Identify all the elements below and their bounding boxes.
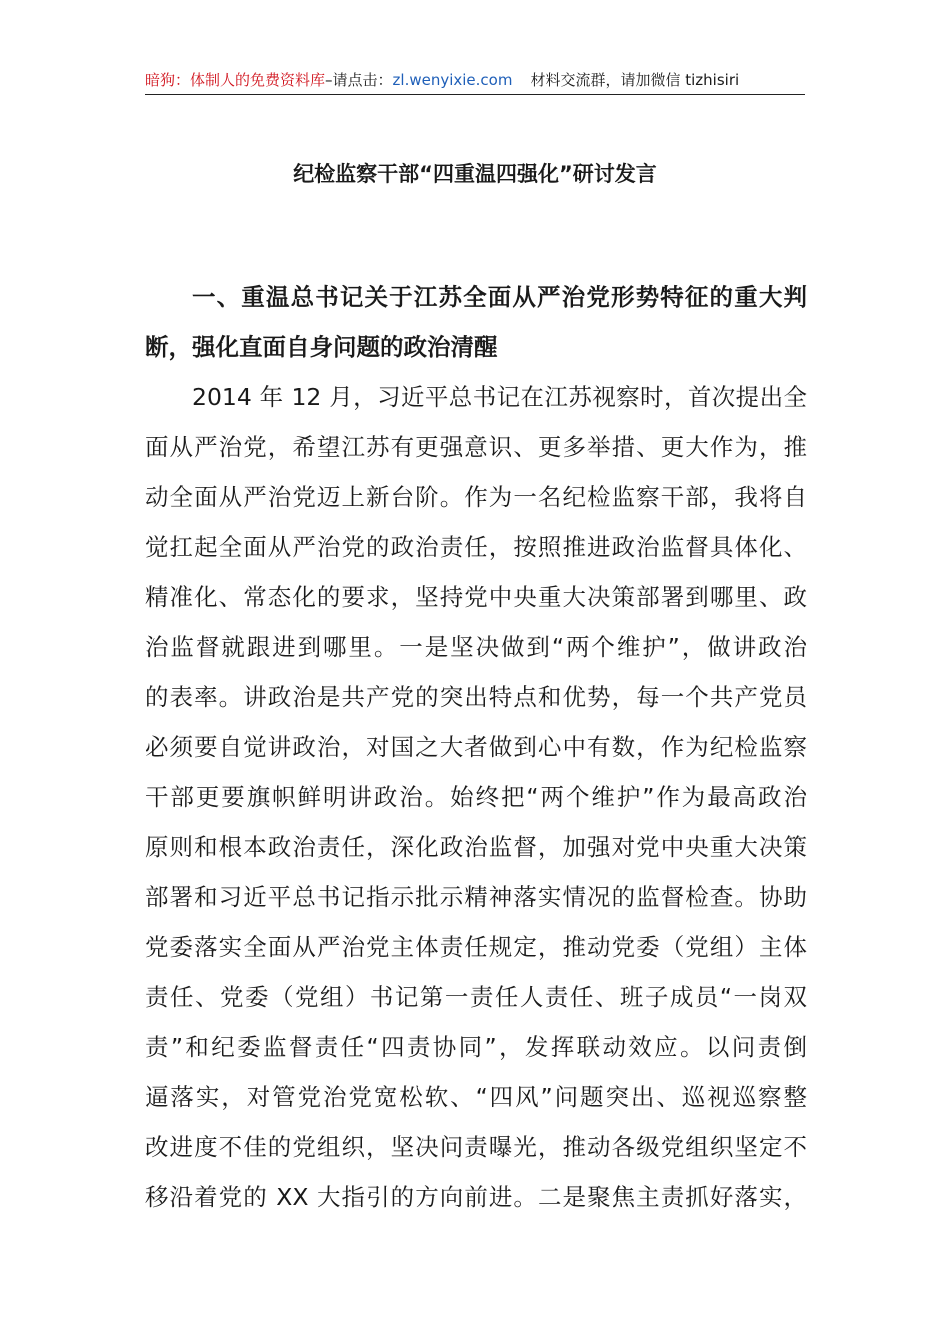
paragraph-line: 原则和根本政治责任，深化政治监督，加强对党中央重大决策 [145, 833, 807, 861]
header-divider [145, 94, 805, 95]
paragraph-line: 2014 年 12 月，习近平总书记在江苏视察时，首次提出全 [192, 383, 807, 411]
header-contact: 材料交流群，请加微信 tizhisiri [530, 71, 740, 89]
paragraph-line: 动全面从严治党迈上新台阶。作为一名纪检监察干部，我将自 [145, 483, 807, 511]
paragraph-line: 治监督就跟进到哪里。一是坚决做到“两个维护”，做讲政治 [145, 633, 807, 661]
document-title: 纪检监察干部“四重温四强化”研讨发言 [293, 162, 657, 186]
paragraph-line: 觉扛起全面从严治党的政治责任，按照推进政治监督具体化、 [145, 533, 807, 561]
paragraph-line: 面从严治党，希望江苏有更强意识、更多举措、更大作为，推 [145, 433, 807, 461]
document-body [145, 272, 807, 1222]
paragraph-line: 精准化、常态化的要求，坚持党中央重大决策部署到哪里、政 [145, 583, 807, 611]
paragraph-line: 的表率。讲政治是共产党的突出特点和优势，每一个共产党员 [145, 683, 807, 711]
paragraph-line: 党委落实全面从严治党主体责任规定，推动党委（党组）主体 [145, 933, 807, 961]
section-heading-line: 一、重温总书记关于江苏全面从严治党形势特征的重大判 [192, 283, 807, 311]
paragraph-line: 责”和纪委监督责任“四责协同”，发挥联动效应。以问责倒 [145, 1033, 807, 1061]
paragraph-line: 改进度不佳的党组织，坚决问责曝光，推动各级党组织坚定不 [145, 1133, 807, 1161]
paragraph-line: 逼落实，对管党治党宽松软、“四风”问题突出、巡视巡察整 [145, 1083, 807, 1111]
section-heading-line: 断，强化直面自身问题的政治清醒 [145, 333, 498, 361]
header-prompt: –请点击： [325, 71, 393, 89]
header-link[interactable]: zl.wenyixie.com [392, 71, 513, 89]
paragraph-line: 干部更要旗帜鲜明讲政治。始终把“两个维护”作为最高政治 [145, 783, 807, 811]
paragraph-line: 部署和习近平总书记指示批示精神落实情况的监督检查。协助 [145, 883, 807, 911]
paragraph-line: 移沿着党的 XX 大指引的方向前进。二是聚焦主责抓好落实， [145, 1183, 807, 1211]
page-header [145, 68, 805, 92]
paragraph-line: 必须要自觉讲政治，对国之大者做到心中有数，作为纪检监察 [145, 733, 807, 761]
header-brand: 暗狗：体制人的免费资料库 [145, 71, 326, 89]
paragraph-line: 责任、党委（党组）书记第一责任人责任、班子成员“一岗双 [145, 983, 807, 1011]
